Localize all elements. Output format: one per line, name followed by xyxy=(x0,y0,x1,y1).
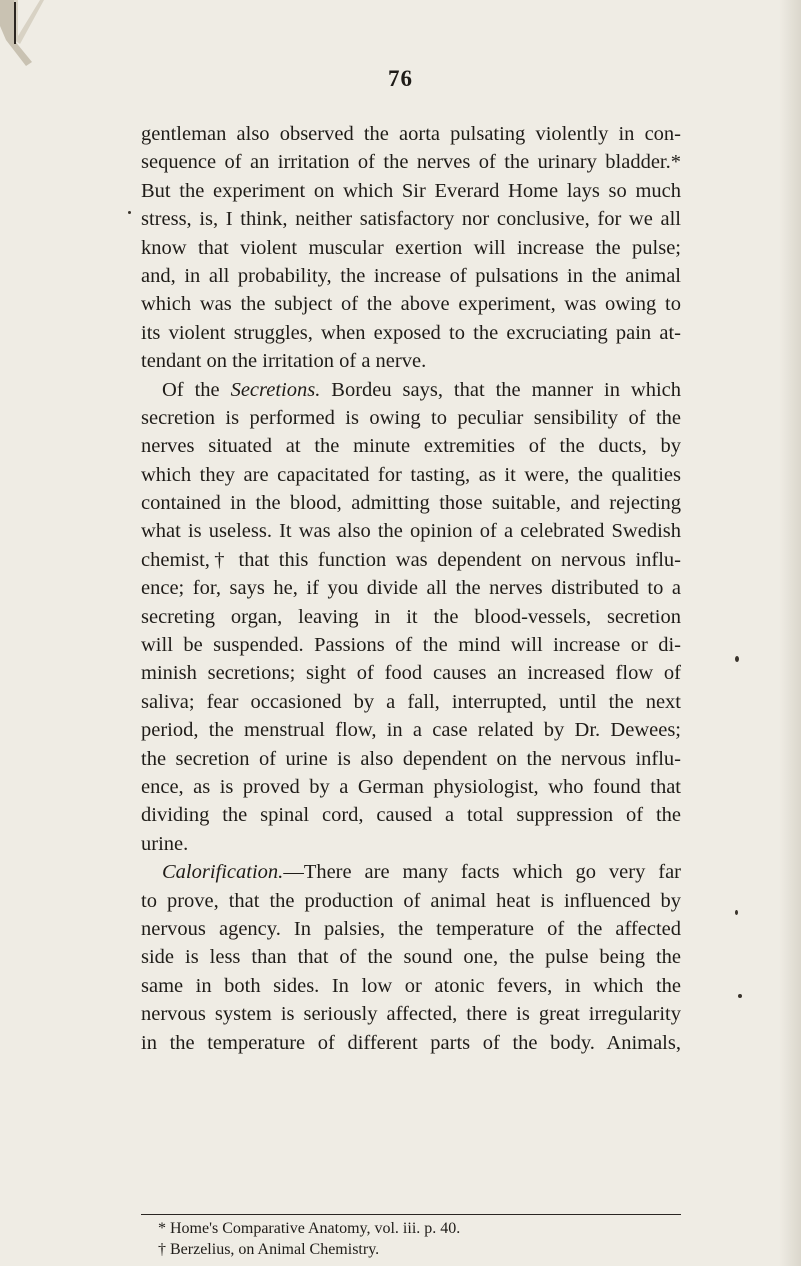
page-number: 76 xyxy=(388,66,413,91)
text-line: in the temperature of different parts of the body. Animals, xyxy=(141,1031,681,1054)
text-line: and, in all probability, the increase of pulsations in the animal xyxy=(141,264,681,287)
body-text xyxy=(141,120,681,1057)
text-line: ence, as is proved by a German physiologist, who found that xyxy=(141,775,681,798)
text-line: But the experiment on which Sir Everard Home lays so much xyxy=(141,179,681,202)
margin-speck xyxy=(128,211,131,214)
text-line: secretion is performed is owing to peculiar sensibility of the xyxy=(141,406,681,429)
text-line: ence; for, says he, if you divide all the nerves distributed to a xyxy=(141,577,681,600)
lead-plain: Of the xyxy=(162,378,231,401)
footnote-divider xyxy=(141,1214,681,1215)
page-edge-shadow xyxy=(779,0,801,1266)
text-line: know that violent muscular exertion will increase the pulse; xyxy=(141,236,681,259)
paragraph-lead-line xyxy=(141,858,681,886)
text-line: which was the subject of the above experiment, was owing to xyxy=(141,293,681,316)
text-line: nervous agency. In palsies, the temperature of the affected xyxy=(141,917,681,940)
footnotes xyxy=(141,1218,681,1260)
text-line: will be suspended. Passions of the mind will increase or di- xyxy=(141,634,681,657)
lead-rest: —There are many facts which go very far xyxy=(283,861,681,884)
text-line: same in both sides. In low or atonic fevers, in which the xyxy=(141,974,681,997)
corner-fold-mark xyxy=(0,0,80,70)
section-heading-calorification: Calorification. xyxy=(162,861,284,884)
text-line: nervous system is seriously affected, there is great irregularity xyxy=(141,1003,681,1026)
text-line: tendant on the irritation of a nerve. xyxy=(141,350,427,373)
lead-rest: Bordeu says, that the manner in which xyxy=(320,378,681,401)
text-line: nerves situated at the minute extremities of the ducts, by xyxy=(141,435,681,458)
text-line: sequence of an irritation of the nerves of the urinary bladder.* xyxy=(141,151,681,174)
text-line: contained in the blood, admitting those suitable, and rejecting xyxy=(141,492,681,515)
margin-speck xyxy=(738,994,742,998)
text-line: side is less than that of the sound one, the pulse being the xyxy=(141,946,681,969)
text-line: its violent struggles, when exposed to the excruciating pain at- xyxy=(141,321,681,344)
text-line: stress, is, I think, neither satisfactory nor conclusive, for we all xyxy=(141,208,681,231)
text-line: dividing the spinal cord, caused a total suppression of the xyxy=(141,804,681,827)
section-heading-secretions: Secretions. xyxy=(230,378,321,401)
text-line: minish secretions; sight of food causes an increased flow of xyxy=(141,662,681,685)
text-line: which they are capacitated for tasting, as it were, the qualities xyxy=(141,463,681,486)
paragraph-lead-line xyxy=(141,376,681,404)
margin-speck xyxy=(735,910,738,915)
text-line: the secretion of urine is also dependent on the nervous influ- xyxy=(141,747,681,770)
text-line: gentleman also observed the aorta pulsating violently in con- xyxy=(141,123,681,145)
text-line: urine. xyxy=(141,832,189,855)
footnote-berzelius: † Berzelius, on Animal Chemistry. xyxy=(158,1241,380,1258)
text-line: to prove, that the production of animal heat is influenced by xyxy=(141,889,681,912)
margin-speck xyxy=(735,656,739,662)
text-line: period, the menstrual flow, in a case related by Dr. Dewees; xyxy=(141,719,681,742)
text-line: secreting organ, leaving in it the blood-vessels, secretion xyxy=(141,605,681,628)
text-line: saliva; fear occasioned by a fall, interrupted, until the next xyxy=(141,690,681,713)
text-line: what is useless. It was also the opinion of a celebrated Swedish xyxy=(141,520,681,543)
text-line: chemist,† that this function was dependent on nervous influ- xyxy=(141,548,681,571)
footnote-home: * Home's Comparative Anatomy, vol. iii. p. 40. xyxy=(158,1220,461,1237)
